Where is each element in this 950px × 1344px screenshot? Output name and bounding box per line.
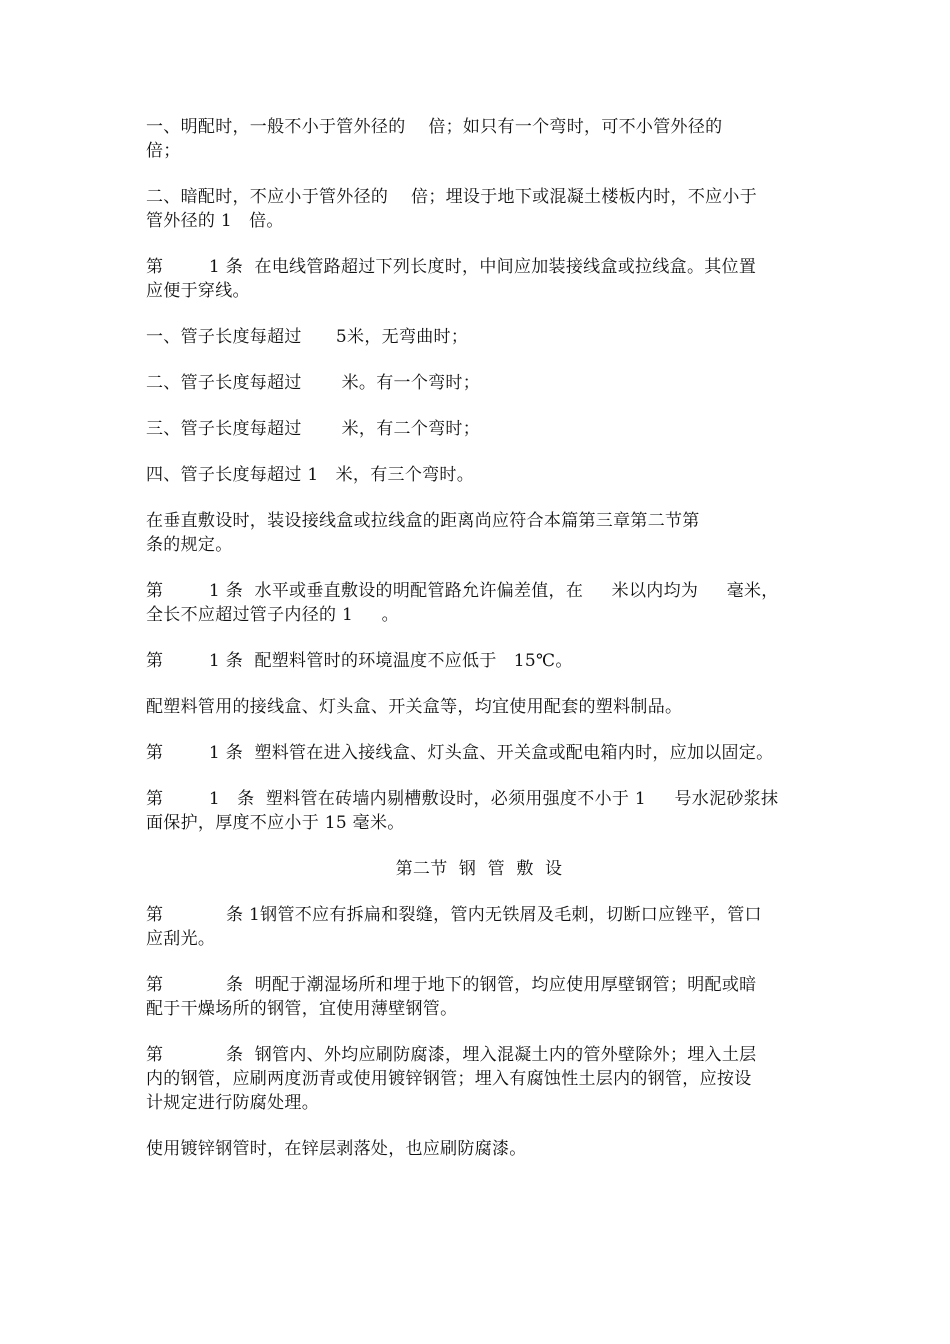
paragraph: 在垂直敷设时，装设接线盒或拉线盒的距离尚应符合本篇第三章第二节第 条的规定。 <box>146 511 700 555</box>
paragraph: 二、管子长度每超过 米。有一个弯时； <box>146 373 481 393</box>
paragraph: 四、管子长度每超过 1 米，有三个弯时。 <box>146 465 475 485</box>
paragraph: 第 1 条 配塑料管时的环境温度不应低于 15℃。 <box>146 651 573 671</box>
paragraph: 使用镀锌钢管时，在锌层剥落处，也应刷防腐漆。 <box>146 1139 527 1159</box>
paragraph: 配塑料管用的接线盒、灯头盒、开关盒等，均宜使用配套的塑料制品。 <box>146 697 683 717</box>
paragraph: 第 1 条 塑料管在进入接线盒、灯头盒、开关盒或配电箱内时，应加以固定。 <box>146 743 774 763</box>
paragraph: 第 条 1钢管不应有拆扁和裂缝，管内无铁屑及毛刺，切断口应锉平，管口 应刮光。 <box>146 905 762 949</box>
paragraph: 二、暗配时，不应小于管外径的 倍；埋设于地下或混凝土楼板内时，不应小于 管外径的 1 倍。 <box>146 187 758 231</box>
document-page <box>146 115 812 1183</box>
paragraph: 第 条 钢管内、外均应刷防腐漆，埋入混凝土内的管外壁除外；埋入土层 内的钢管，应刷两度沥青或使用镀锌钢管；埋入有腐蚀性土层内的钢管，应按设 计规定进行防腐处理。 <box>146 1045 757 1113</box>
paragraph: 一、明配时，一般不小于管外径的 倍；如只有一个弯时，可不小管外径的 倍； <box>146 117 723 161</box>
section-heading: 第二节 钢 管 敷 设 <box>395 859 563 879</box>
paragraph: 第 条 明配于潮湿场所和埋于地下的钢管，均应使用厚壁钢管；明配或暗 配于干燥场所的钢管，宜使用薄壁钢管。 <box>146 975 757 1019</box>
paragraph: 一、管子长度每超过 5米，无弯曲时； <box>146 327 469 347</box>
paragraph: 三、管子长度每超过 米，有二个弯时； <box>146 419 481 439</box>
paragraph: 第 1 条 塑料管在砖墙内剔槽敷设时，必须用强度不小于 1 号水泥砂浆抹 面保护，厚度不应小于 15 毫米。 <box>146 789 779 833</box>
paragraph: 第 1 条 水平或垂直敷设的明配管路允许偏差值，在 米以内均为 毫米， 全长不应超过管子内径的 1 。 <box>146 581 779 625</box>
paragraph: 第 1 条 在电线管路超过下列长度时，中间应加装接线盒或拉线盒。其位置 应便于穿线。 <box>146 257 757 301</box>
